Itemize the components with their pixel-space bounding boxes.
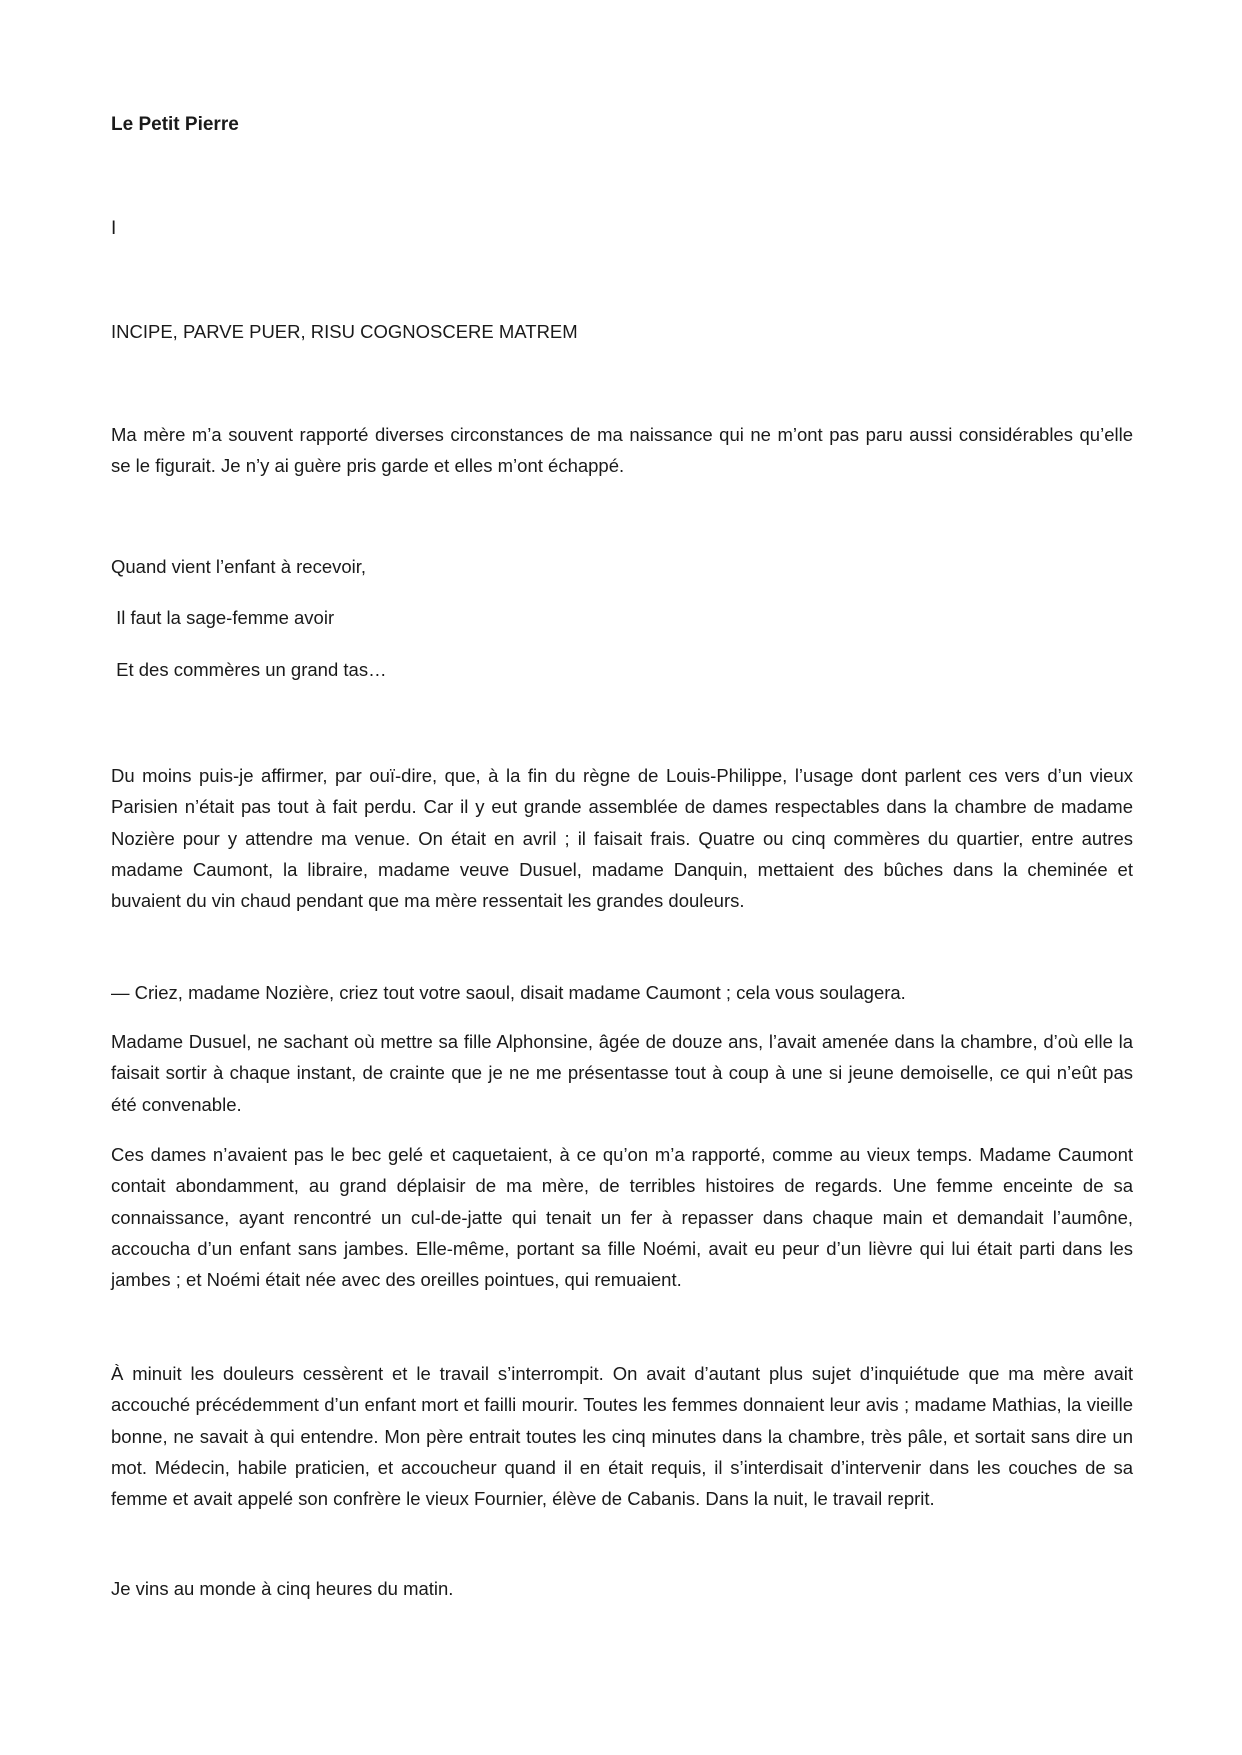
- paragraph: Ces dames n’avaient pas le bec gelé et caquetaient, à ce qu’on m’a rapporté, comme au vieux temps. Madame Caumont contait abondamment, au grand déplaisir de ma mère, de terribles histoires de regards. Une femme enceinte de sa connaissance, ayant rencontré un cul-de-jatte qui tenait un fer à repasser dans chaque main et demandait l’aumône, accoucha d’un enfant sans jambes. Elle-même, portant sa fille Noémi, avait eu peur d’un lièvre qui lui était parti dans les jambes ; et Noémi était née avec des oreilles pointues, qui remuaient.: [111, 1144, 1133, 1291]
- paragraph: — Criez, madame Nozière, criez tout votre saoul, disait madame Caumont ; cela vous soulagera.: [111, 982, 906, 1003]
- paragraph: Du moins puis-je affirmer, par ouï-dire, que, à la fin du règne de Louis-Philippe, l’usage dont parlent ces vers d’un vieux Parisien n’était pas tout à fait perdu. Car il y eut grande assemblée de dames respectables dans la chambre de madame Nozière pour y attendre ma venue. On était en avril ; il faisait frais. Quatre ou cinq commères du quartier, entre autres madame Caumont, la libraire, madame veuve Dusuel, madame Danquin, mettaient des bûches dans la cheminée et buvaient du vin chaud pendant que ma mère ressentait les grandes douleurs.: [111, 765, 1133, 912]
- paragraph: Ma mère m’a souvent rapporté diverses circonstances de ma naissance qui ne m’ont pas paru aussi considérables qu’elle se le figurait. Je n’y ai guère pris garde et elles m’ont échappé.: [111, 424, 1133, 477]
- paragraph: Madame Dusuel, ne sachant où mettre sa fille Alphonsine, âgée de douze ans, l’avait amenée dans la chambre, d’où elle la faisait sortir à chaque instant, de crainte que je ne me présentasse tout à coup à une si jeune demoiselle, ce qui n’eût pas été convenable.: [111, 1031, 1133, 1115]
- paragraph: Je vins au monde à cinq heures du matin.: [111, 1578, 454, 1599]
- document-page: [111, 0, 1133, 1755]
- epigraph: INCIPE, PARVE PUER, RISU COGNOSCERE MATREM: [111, 321, 578, 342]
- chapter-number: I: [111, 218, 117, 239]
- document-title: Le Petit Pierre: [111, 114, 239, 135]
- verse-line: Quand vient l’enfant à recevoir,: [111, 556, 367, 577]
- verse-line: Il faut la sage-femme avoir: [111, 607, 335, 628]
- paragraph: À minuit les douleurs cessèrent et le travail s’interrompit. On avait d’autant plus sujet d’inquiétude que ma mère avait accouché précédemment d’un enfant mort et failli mourir. Toutes les femmes donnaient leur avis ; madame Mathias, la vieille bonne, ne savait à qui entendre. Mon père entrait toutes les cinq minutes dans la chambre, très pâle, et sortait sans dire un mot. Médecin, habile praticien, et accoucheur quand il en était requis, il s’interdisait d’intervenir dans les couches de sa femme et avait appelé son confrère le vieux Fournier, élève de Cabanis. Dans la nuit, le travail reprit.: [111, 1363, 1133, 1510]
- verse-line: Et des commères un grand tas…: [111, 659, 387, 680]
